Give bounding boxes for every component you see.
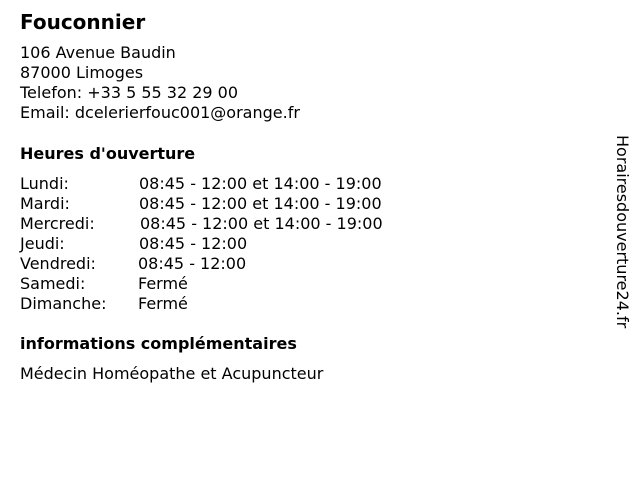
day-label: Mardi: <box>20 194 70 213</box>
additional-info-heading: informations complémentaires <box>20 334 297 353</box>
day-hours: Fermé <box>138 274 188 293</box>
address-street: 106 Avenue Baudin <box>20 43 176 62</box>
business-name: Fouconnier <box>20 10 146 34</box>
day-label: Mercredi: <box>20 214 95 233</box>
opening-hours-heading: Heures d'ouverture <box>20 144 196 163</box>
day-hours: Fermé <box>138 294 188 313</box>
day-label: Jeudi: <box>20 234 65 253</box>
phone-number: Telefon: +33 5 55 32 29 00 <box>20 83 239 102</box>
additional-info-text: Médecin Homéopathe et Acupuncteur <box>20 364 324 383</box>
site-watermark: Horairesdouverture24.fr <box>613 135 632 329</box>
day-label: Dimanche: <box>20 294 107 313</box>
day-hours: 08:45 - 12:00 et 14:00 - 19:00 <box>140 214 383 233</box>
day-hours: 08:45 - 12:00 <box>138 254 247 273</box>
email-address: Email: dcelerierfouc001@orange.fr <box>20 103 300 122</box>
day-label: Vendredi: <box>20 254 96 273</box>
day-label: Lundi: <box>20 174 69 193</box>
contact-block <box>20 43 300 123</box>
day-hours: 08:45 - 12:00 et 14:00 - 19:00 <box>139 194 382 213</box>
day-label: Samedi: <box>20 274 86 293</box>
day-hours: 08:45 - 12:00 et 14:00 - 19:00 <box>139 174 382 193</box>
address-city: 87000 Limoges <box>20 63 144 82</box>
day-hours: 08:45 - 12:00 <box>139 234 248 253</box>
